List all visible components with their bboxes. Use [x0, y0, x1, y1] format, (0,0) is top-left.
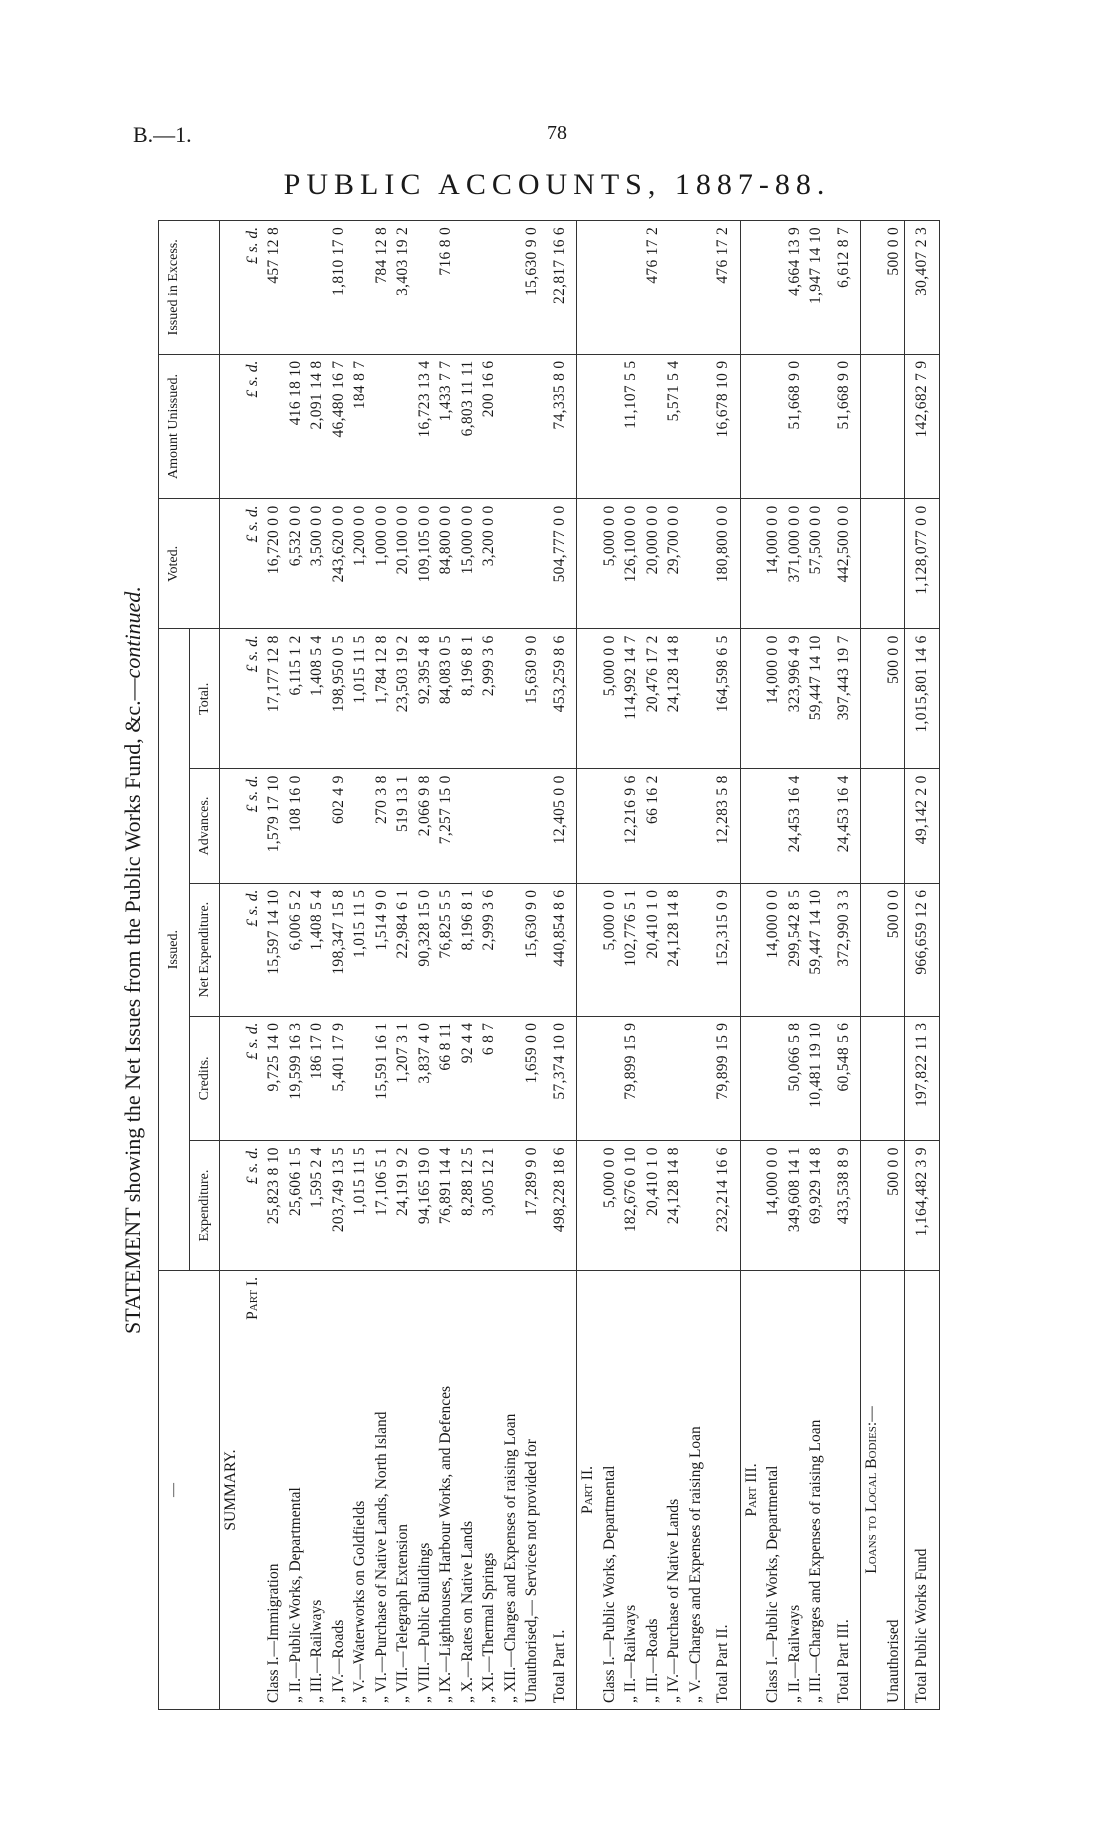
cell-adv: 12,405 0 0	[543, 769, 577, 883]
cell-exp: 69,929 14 8	[805, 1141, 827, 1271]
cell-unissued: 200 16 6	[478, 354, 500, 499]
cell-unissued: 142,682 7 9	[905, 354, 940, 499]
cell-tot: 5,000 0 0	[599, 629, 621, 769]
statement-body	[220, 221, 940, 1710]
statement-title	[120, 210, 146, 1710]
cell-net: 8,196 8 1	[457, 883, 479, 1016]
cell-adv: 519 13 1	[392, 769, 414, 883]
cell-cred	[663, 1016, 685, 1141]
cell-tot: 17,177 12 8	[263, 629, 285, 769]
row-label: „ IV.—Roads	[328, 1271, 350, 1710]
cell-unissued	[883, 354, 905, 499]
unit-label: £ s. d.	[242, 354, 264, 499]
cell-exp: 24,191 9 2	[392, 1141, 414, 1271]
cell-unissued: 51,668 9 0	[827, 354, 861, 499]
cell-exp: 17,289 9 0	[521, 1141, 543, 1271]
cell-net: 90,328 15 0	[414, 883, 436, 1016]
cell-unissued	[762, 354, 784, 499]
cell-voted: 442,500 0 0	[827, 499, 861, 629]
cell-voted: 6,532 0 0	[285, 499, 307, 629]
row-label: Class I.—Public Works, Departmental	[599, 1271, 621, 1710]
cell-voted: 84,800 0 0	[435, 499, 457, 629]
cell-adv: 2,066 9 8	[414, 769, 436, 883]
cell-voted: 29,700 0 0	[663, 499, 685, 629]
cell-adv: 24,453 16 4	[827, 769, 861, 883]
cell-unissued	[500, 354, 522, 499]
loans-heading-row	[861, 221, 883, 1710]
cell-unissued: 11,107 5 5	[620, 354, 642, 499]
cell-exp: 433,538 8 9	[827, 1141, 861, 1271]
statement-title-text: STATEMENT showing the Net Issues from the Public Works Fund, &c.—	[120, 678, 145, 1334]
cell-exp: 203,749 13 5	[328, 1141, 350, 1271]
unit-label: £ s. d.	[242, 499, 264, 629]
cell-exp: 24,128 14 8	[663, 1141, 685, 1271]
cell-voted: 20,100 0 0	[392, 499, 414, 629]
cell-unissued	[685, 354, 707, 499]
cell-net: 24,128 14 8	[663, 883, 685, 1016]
header-amount-unissued: Amount Unissued.	[159, 354, 220, 499]
cell-tot: 1,784 12 8	[371, 629, 393, 769]
cell-tot: 397,443 19 7	[827, 629, 861, 769]
cell-exp: 349,608 14 1	[784, 1141, 806, 1271]
cell-excess: 6,612 8 7	[827, 221, 861, 355]
cell-tot: 198,950 0 5	[328, 629, 350, 769]
cell-adv	[883, 769, 905, 883]
header-advances: Advances.	[189, 769, 220, 883]
header-issued-in-excess: Issued in Excess.	[159, 221, 220, 355]
row-label: Class I.—Immigration	[263, 1271, 285, 1710]
cell-voted: 5,000 0 0	[599, 499, 621, 629]
header-credits: Credits.	[189, 1016, 220, 1141]
cell-unissued	[521, 354, 543, 499]
cell-cred: 3,837 4 0	[414, 1016, 436, 1141]
cell-voted: 1,200 0 0	[349, 499, 371, 629]
cell-net: 14,000 0 0	[762, 883, 784, 1016]
cell-cred: 57,374 10 0	[543, 1016, 577, 1141]
part2-row	[663, 221, 685, 1710]
cell-excess: 784 12 8	[371, 221, 393, 355]
cell-excess	[349, 221, 371, 355]
cell-unissued	[371, 354, 393, 499]
part3-row	[805, 221, 827, 1710]
cell-tot	[500, 629, 522, 769]
cell-adv: 1,579 17 10	[263, 769, 285, 883]
cell-exp: 500 0 0	[883, 1141, 905, 1271]
cell-unissued: 5,571 5 4	[663, 354, 685, 499]
cell-tot: 14,000 0 0	[762, 629, 784, 769]
cell-excess: 476 17 2	[642, 221, 664, 355]
cell-cred: 19,599 16 3	[285, 1016, 307, 1141]
cell-voted: 109,105 0 0	[414, 499, 436, 629]
unit-label: £ s. d.	[242, 1141, 264, 1271]
cell-unissued	[263, 354, 285, 499]
cell-excess: 1,810 17 0	[328, 221, 350, 355]
cell-excess: 3,403 19 2	[392, 221, 414, 355]
row-label: Unauthorised,— Services not provided for	[521, 1271, 543, 1710]
cell-adv: 108 16 0	[285, 769, 307, 883]
cell-excess: 1,947 14 10	[805, 221, 827, 355]
cell-excess	[620, 221, 642, 355]
cell-excess	[457, 221, 479, 355]
cell-adv	[457, 769, 479, 883]
cell-excess	[500, 221, 522, 355]
cell-adv: 12,283 5 8	[706, 769, 740, 883]
cell-adv: 12,216 9 6	[620, 769, 642, 883]
statement-table	[158, 220, 940, 1710]
summary-heading-row	[220, 221, 242, 1710]
part3-row	[784, 221, 806, 1710]
rotated-statement	[120, 210, 1114, 1710]
cell-net	[685, 883, 707, 1016]
cell-exp: 8,288 12 5	[457, 1141, 479, 1271]
cell-adv: 270 3 8	[371, 769, 393, 883]
row-label: „ XI.—Thermal Springs	[478, 1271, 500, 1710]
grand-total-row	[905, 221, 940, 1710]
cell-unissued: 416 18 10	[285, 354, 307, 499]
cell-cred	[762, 1016, 784, 1141]
part2-row	[620, 221, 642, 1710]
cell-cred: 6 8 7	[478, 1016, 500, 1141]
cell-adv: 49,142 2 0	[905, 769, 940, 883]
row-label: „ XII.—Charges and Expenses of raising Loan	[500, 1271, 522, 1710]
part2-total-row	[706, 221, 740, 1710]
part1-row	[392, 221, 414, 1710]
part2-heading-row	[577, 221, 599, 1710]
row-label: „ III.—Charges and Expenses of raising Loan	[805, 1271, 827, 1710]
part1-row	[478, 221, 500, 1710]
cell-adv	[685, 769, 707, 883]
part1-heading: Part I.	[242, 1271, 264, 1710]
cell-voted: 371,000 0 0	[784, 499, 806, 629]
header-total: Total.	[189, 629, 220, 769]
cell-unissued: 2,091 14 8	[306, 354, 328, 499]
part3-heading: Part III.	[740, 1271, 762, 1710]
part1-row	[435, 221, 457, 1710]
cell-tot: 59,447 14 10	[805, 629, 827, 769]
part3-total-row	[827, 221, 861, 1710]
header-blank: —	[159, 1271, 220, 1710]
document-code: B.—1.	[133, 122, 192, 147]
cell-excess: 716 8 0	[435, 221, 457, 355]
cell-exp: 94,165 19 0	[414, 1141, 436, 1271]
row-label: „ II.—Railways	[620, 1271, 642, 1710]
cell-exp	[500, 1141, 522, 1271]
cell-tot: 1,015 11 5	[349, 629, 371, 769]
cell-voted: 20,000 0 0	[642, 499, 664, 629]
cell-net: 299,542 8 5	[784, 883, 806, 1016]
cell-tot: 1,015,801 14 6	[905, 629, 940, 769]
cell-voted: 243,620 0 0	[328, 499, 350, 629]
cell-excess	[663, 221, 685, 355]
loans-row	[883, 221, 905, 1710]
unit-label: £ s. d.	[242, 769, 264, 883]
cell-adv	[762, 769, 784, 883]
part1-row	[285, 221, 307, 1710]
cell-exp: 3,005 12 1	[478, 1141, 500, 1271]
cell-voted: 1,128,077 0 0	[905, 499, 940, 629]
cell-voted: 504,777 0 0	[543, 499, 577, 629]
cell-tot: 323,996 4 9	[784, 629, 806, 769]
cell-adv: 66 16 2	[642, 769, 664, 883]
cell-adv	[663, 769, 685, 883]
cell-cred: 60,548 5 6	[827, 1016, 861, 1141]
part1-row	[521, 221, 543, 1710]
cell-unissued	[599, 354, 621, 499]
cell-net: 966,659 12 6	[905, 883, 940, 1016]
part1-row	[328, 221, 350, 1710]
cell-net: 15,630 9 0	[521, 883, 543, 1016]
cell-cred: 10,481 19 10	[805, 1016, 827, 1141]
cell-tot: 84,083 0 5	[435, 629, 457, 769]
part2-row	[599, 221, 621, 1710]
cell-cred: 50,066 5 8	[784, 1016, 806, 1141]
unit-label: £ s. d.	[242, 221, 264, 355]
cell-cred: 186 17 0	[306, 1016, 328, 1141]
row-label: „ VIII.—Public Buildings	[414, 1271, 436, 1710]
cell-unissued: 46,480 16 7	[328, 354, 350, 499]
cell-cred	[685, 1016, 707, 1141]
cell-cred: 197,822 11 3	[905, 1016, 940, 1141]
part3-row	[762, 221, 784, 1710]
cell-cred	[349, 1016, 371, 1141]
cell-exp: 14,000 0 0	[762, 1141, 784, 1271]
cell-cred: 66 8 11	[435, 1016, 457, 1141]
header-issued: Issued.	[159, 629, 190, 1271]
cell-exp: 20,410 1 0	[642, 1141, 664, 1271]
row-label: „ X.—Rates on Native Lands	[457, 1271, 479, 1710]
cell-exp: 232,214 16 6	[706, 1141, 740, 1271]
cell-adv	[500, 769, 522, 883]
cell-excess: 500 0 0	[883, 221, 905, 355]
cell-exp: 25,606 1 5	[285, 1141, 307, 1271]
cell-adv: 7,257 15 0	[435, 769, 457, 883]
cell-voted: 16,720 0 0	[263, 499, 285, 629]
header-expenditure: Expenditure.	[189, 1141, 220, 1271]
cell-exp: 17,106 5 1	[371, 1141, 393, 1271]
cell-tot: 92,395 4 8	[414, 629, 436, 769]
cell-net: 1,408 5 4	[306, 883, 328, 1016]
summary-heading: SUMMARY.	[220, 1271, 242, 1710]
cell-cred: 79,899 15 9	[706, 1016, 740, 1141]
cell-unissued: 74,335 8 0	[543, 354, 577, 499]
part1-row	[306, 221, 328, 1710]
cell-unissued: 16,723 13 4	[414, 354, 436, 499]
cell-net: 440,854 8 6	[543, 883, 577, 1016]
cell-net: 198,347 15 8	[328, 883, 350, 1016]
cell-net: 1,514 9 0	[371, 883, 393, 1016]
cell-adv: 602 4 9	[328, 769, 350, 883]
cell-excess: 30,407 2 3	[905, 221, 940, 355]
header-net-expenditure: Net Expenditure.	[189, 883, 220, 1016]
cell-excess: 15,630 9 0	[521, 221, 543, 355]
row-label: „ IV.—Purchase of Native Lands	[663, 1271, 685, 1710]
part2-heading: Part II.	[577, 1271, 599, 1710]
cell-net: 22,984 6 1	[392, 883, 414, 1016]
part1-row	[349, 221, 371, 1710]
cell-cred: 79,899 15 9	[620, 1016, 642, 1141]
cell-net: 1,015 11 5	[349, 883, 371, 1016]
cell-excess: 457 12 8	[263, 221, 285, 355]
row-label: Total Part II.	[706, 1271, 740, 1710]
part3-heading-row	[740, 221, 762, 1710]
cell-exp: 1,164,482 3 9	[905, 1141, 940, 1271]
cell-net: 5,000 0 0	[599, 883, 621, 1016]
statement-title-continued: continued.	[120, 586, 145, 679]
cell-adv	[599, 769, 621, 883]
cell-tot: 164,598 6 5	[706, 629, 740, 769]
cell-cred: 92 4 4	[457, 1016, 479, 1141]
cell-excess	[599, 221, 621, 355]
row-label: Unauthorised	[883, 1271, 905, 1710]
cell-net: 372,990 3 3	[827, 883, 861, 1016]
cell-net: 102,776 5 1	[620, 883, 642, 1016]
cell-excess	[762, 221, 784, 355]
cell-voted: 14,000 0 0	[762, 499, 784, 629]
cell-unissued	[805, 354, 827, 499]
unit-label: £ s. d.	[242, 629, 264, 769]
cell-tot: 23,503 19 2	[392, 629, 414, 769]
cell-unissued: 16,678 10 9	[706, 354, 740, 499]
cell-adv	[805, 769, 827, 883]
cell-net	[500, 883, 522, 1016]
row-label: „ II.—Railways	[784, 1271, 806, 1710]
cell-unissued: 1,433 7 7	[435, 354, 457, 499]
cell-exp: 5,000 0 0	[599, 1141, 621, 1271]
cell-adv	[478, 769, 500, 883]
cell-exp: 1,015 11 5	[349, 1141, 371, 1271]
cell-voted	[685, 499, 707, 629]
page-number: 78	[547, 122, 567, 144]
cell-tot: 500 0 0	[883, 629, 905, 769]
cell-tot: 20,476 17 2	[642, 629, 664, 769]
row-label: „ VII.—Telegraph Extension	[392, 1271, 414, 1710]
row-label: „ III.—Roads	[642, 1271, 664, 1710]
cell-unissued	[392, 354, 414, 499]
cell-net: 2,999 3 6	[478, 883, 500, 1016]
cell-unissued: 184 8 7	[349, 354, 371, 499]
page-title: PUBLIC ACCOUNTS, 1887-88.	[283, 168, 831, 201]
cell-excess: 476 17 2	[706, 221, 740, 355]
cell-voted: 180,800 0 0	[706, 499, 740, 629]
cell-tot: 114,992 14 7	[620, 629, 642, 769]
cell-net: 6,006 5 2	[285, 883, 307, 1016]
cell-excess	[478, 221, 500, 355]
part2-row	[685, 221, 707, 1710]
cell-adv	[521, 769, 543, 883]
cell-adv: 24,453 16 4	[784, 769, 806, 883]
cell-tot: 453,259 8 6	[543, 629, 577, 769]
unit-label: £ s. d.	[242, 883, 264, 1016]
part2-row	[642, 221, 664, 1710]
row-label: Class I.—Public Works, Departmental	[762, 1271, 784, 1710]
cell-net: 76,825 5 5	[435, 883, 457, 1016]
part1-row	[500, 221, 522, 1710]
cell-tot: 2,999 3 6	[478, 629, 500, 769]
cell-tot: 8,196 8 1	[457, 629, 479, 769]
cell-net: 500 0 0	[883, 883, 905, 1016]
part1-total-row	[543, 221, 577, 1710]
cell-cred: 1,207 3 1	[392, 1016, 414, 1141]
cell-cred	[883, 1016, 905, 1141]
part1-row	[371, 221, 393, 1710]
row-label: „ VI.—Purchase of Native Lands, North Island	[371, 1271, 393, 1710]
cell-exp: 76,891 14 4	[435, 1141, 457, 1271]
cell-cred	[599, 1016, 621, 1141]
cell-cred: 15,591 16 1	[371, 1016, 393, 1141]
cell-voted	[500, 499, 522, 629]
cell-excess	[306, 221, 328, 355]
cell-excess	[685, 221, 707, 355]
cell-excess	[285, 221, 307, 355]
cell-cred: 1,659 0 0	[521, 1016, 543, 1141]
cell-unissued: 6,803 11 11	[457, 354, 479, 499]
cell-exp: 182,676 0 10	[620, 1141, 642, 1271]
row-label: „ V.—Charges and Expenses of raising Loan	[685, 1271, 707, 1710]
cell-cred	[642, 1016, 664, 1141]
cell-exp	[685, 1141, 707, 1271]
row-label: „ IX.—Lighthouses, Harbour Works, and Defences	[435, 1271, 457, 1710]
cell-net: 152,315 0 9	[706, 883, 740, 1016]
cell-adv	[349, 769, 371, 883]
cell-adv	[306, 769, 328, 883]
cell-voted: 3,200 0 0	[478, 499, 500, 629]
cell-unissued	[642, 354, 664, 499]
cell-tot: 1,408 5 4	[306, 629, 328, 769]
cell-voted: 3,500 0 0	[306, 499, 328, 629]
cell-net: 15,597 14 10	[263, 883, 285, 1016]
header-voted: Voted.	[159, 499, 220, 629]
cell-excess	[414, 221, 436, 355]
row-label: „ II.—Public Works, Departmental	[285, 1271, 307, 1710]
cell-voted: 1,000 0 0	[371, 499, 393, 629]
cell-excess: 4,664 13 9	[784, 221, 806, 355]
row-label: „ III.—Railways	[306, 1271, 328, 1710]
unit-label: £ s. d.	[242, 1016, 264, 1141]
cell-voted: 57,500 0 0	[805, 499, 827, 629]
row-label: Total Part III.	[827, 1271, 861, 1710]
part1-row	[263, 221, 285, 1710]
loans-heading: Loans to Local Bodies:—	[861, 1271, 883, 1710]
cell-net: 59,447 14 10	[805, 883, 827, 1016]
cell-voted: 126,100 0 0	[620, 499, 642, 629]
part1-row	[414, 221, 436, 1710]
cell-tot	[685, 629, 707, 769]
cell-unissued: 51,668 9 0	[784, 354, 806, 499]
part1-row	[457, 221, 479, 1710]
cell-excess: 22,817 16 6	[543, 221, 577, 355]
cell-exp: 498,228 18 6	[543, 1141, 577, 1271]
cell-voted	[521, 499, 543, 629]
cell-exp: 25,823 8 10	[263, 1141, 285, 1271]
cell-net: 20,410 1 0	[642, 883, 664, 1016]
row-label: Total Part I.	[543, 1271, 577, 1710]
cell-cred: 9,725 14 0	[263, 1016, 285, 1141]
cell-cred	[500, 1016, 522, 1141]
cell-voted	[883, 499, 905, 629]
unit-row	[242, 221, 264, 1710]
cell-voted: 15,000 0 0	[457, 499, 479, 629]
cell-tot: 24,128 14 8	[663, 629, 685, 769]
cell-tot: 15,630 9 0	[521, 629, 543, 769]
cell-tot: 6,115 1 2	[285, 629, 307, 769]
cell-cred: 5,401 17 9	[328, 1016, 350, 1141]
row-label: „ V.—Waterworks on Goldfields	[349, 1271, 371, 1710]
cell-exp: 1,595 2 4	[306, 1141, 328, 1271]
row-label: Total Public Works Fund	[905, 1271, 940, 1710]
